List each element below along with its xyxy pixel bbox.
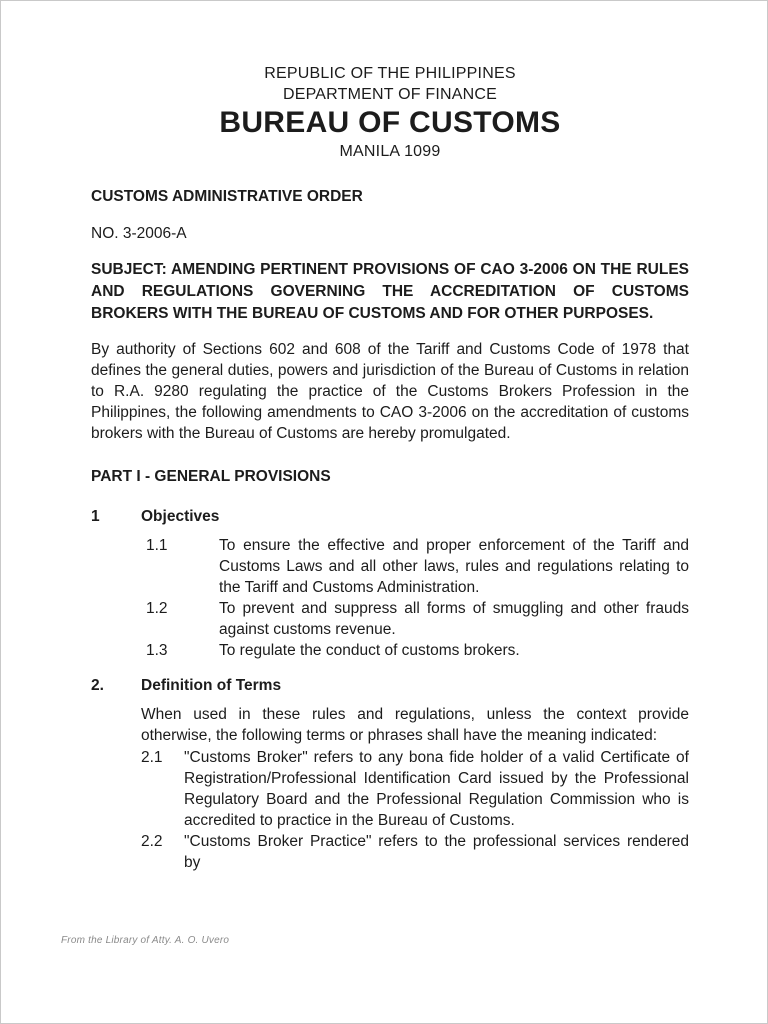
list-item (146, 598, 689, 640)
item-text: To ensure the effective and proper enforcement of the Tariff and Customs Laws and all other laws, rules and regulations relating to the Tariff and Customs Administration. (219, 537, 689, 596)
document-content (1, 1, 767, 873)
preamble-paragraph: By authority of Sections 602 and 608 of the Tariff and Customs Code of 1978 that defines the general duties, powers and jurisdiction of the Bureau of Customs in relation to R.A. 9280 regulating the practice of the Customs Brokers Profession in the Philippines, the following amendments to CAO 3-2006 on the accreditation of customs brokers with the Bureau of Customs are hereby promulgated. (91, 341, 689, 442)
section-title: Objectives (141, 508, 220, 525)
item-text: To prevent and suppress all forms of smuggling and other frauds against customs revenue. (219, 600, 689, 638)
header-manila-line: MANILA 1099 (339, 143, 441, 160)
doc-type-heading: CUSTOMS ADMINISTRATIVE ORDER (91, 188, 363, 205)
section-intro: When used in these rules and regulations, unless the context provide otherwise, the following terms or phrases shall have the meaning indicated: (141, 706, 689, 744)
item-number: 1.1 (146, 537, 168, 554)
section-items (146, 535, 689, 661)
section-definitions (91, 675, 689, 873)
section-title: Definition of Terms (141, 677, 282, 694)
list-item (146, 640, 689, 661)
footer-attribution: From the Library of Atty. A. O. Uvero (61, 935, 230, 946)
section-number: 2. (91, 677, 104, 694)
header-department-line: DEPARTMENT OF FINANCE (283, 86, 497, 103)
item-text: "Customs Broker Practice" refers to the professional services rendered by (184, 833, 689, 871)
item-number: 2.2 (141, 833, 163, 850)
section-items (141, 747, 689, 873)
item-number: 1.3 (146, 642, 168, 659)
header-republic-line: REPUBLIC OF THE PHILIPPINES (264, 65, 516, 82)
part-heading: PART I - GENERAL PROVISIONS (91, 468, 331, 485)
item-text: "Customs Broker" refers to any bona fide holder of a valid Certificate of Registration/Professional Identification Card issued by the Professional Regulatory Board and the Professional Regulation Commission who is accredited to practice in the Bureau of Customs. (184, 749, 689, 829)
item-number: 2.1 (141, 749, 163, 766)
order-number: NO. 3-2006-A (91, 225, 187, 242)
header-bureau-title: BUREAU OF CUSTOMS (219, 106, 561, 139)
document-header (91, 63, 689, 162)
section-number: 1 (91, 508, 100, 525)
section-heading (91, 506, 689, 527)
list-item (141, 747, 689, 831)
item-text: To regulate the conduct of customs brokers. (219, 642, 520, 659)
section-heading (91, 675, 689, 696)
list-item (141, 831, 689, 873)
item-number: 1.2 (146, 600, 168, 617)
subject-paragraph: SUBJECT: AMENDING PERTINENT PROVISIONS OF CAO 3-2006 ON THE RULES AND REGULATIONS GOVERNING THE ACCREDITATION OF CUSTOMS BROKERS WITH THE BUREAU OF CUSTOMS AND FOR OTHER PURPOSES. (91, 261, 689, 322)
list-item (146, 535, 689, 598)
section-objectives (91, 506, 689, 661)
